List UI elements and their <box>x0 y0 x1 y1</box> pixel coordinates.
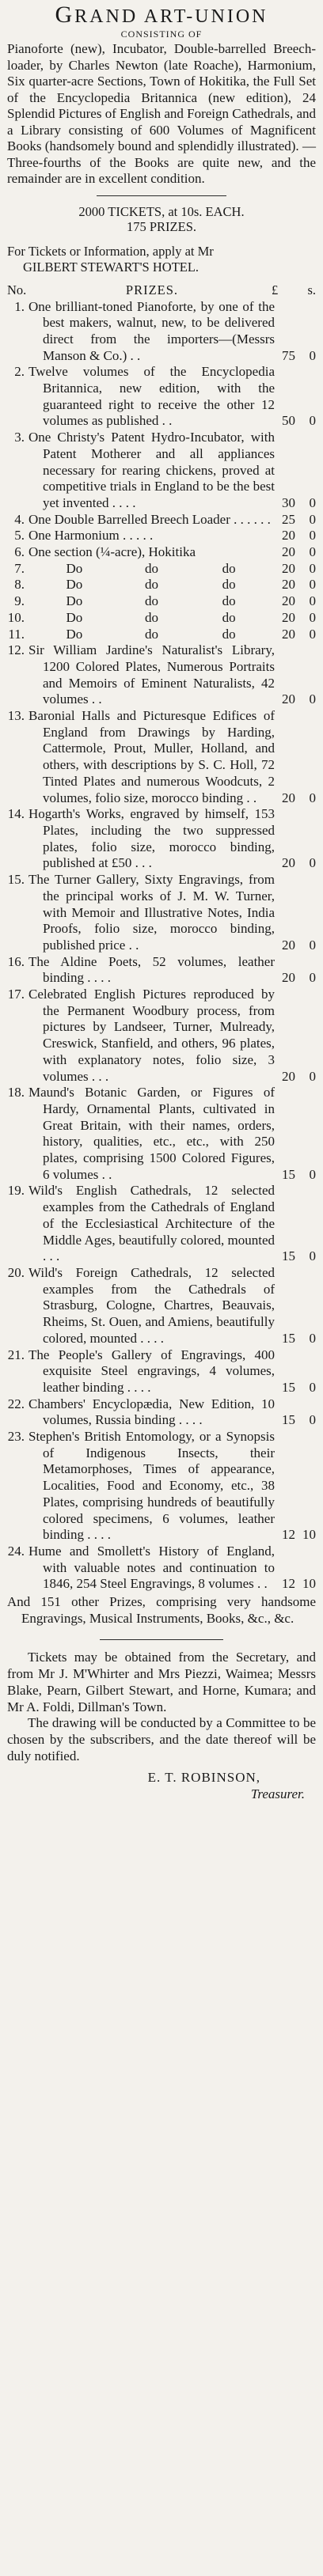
prize-shillings: 0 <box>309 560 316 576</box>
ditto-mark: do <box>222 577 236 593</box>
prize-shillings: 0 <box>309 609 316 625</box>
prize-row <box>7 708 316 806</box>
prize-pounds: 12 <box>282 1576 295 1592</box>
prize-shillings: 0 <box>309 626 316 642</box>
prize-pounds: 20 <box>282 691 295 707</box>
prize-row <box>7 577 316 593</box>
prize-pounds: 20 <box>282 609 295 625</box>
prize-pounds: 20 <box>282 1068 295 1084</box>
consisting-of: CONSISTING OF <box>120 28 203 40</box>
prize-number: 23. <box>7 1429 25 1445</box>
prize-description: Maund's Botanic Garden, or Figures of Hardy, Ornamental Plants, cultivated in Great Britain, with their names, orders, history, qualities, etc., etc., with 250 plates, comprising 1500 Colored Figures, 6 volumes . . <box>28 1085 275 1182</box>
prize-pounds: 20 <box>282 626 295 642</box>
prize-row <box>7 1396 316 1429</box>
prize-pounds: 15 <box>282 1412 295 1428</box>
ditto-mark: do <box>145 626 158 642</box>
prize-row <box>7 430 316 512</box>
prize-number: 4. <box>14 511 25 527</box>
ditto-mark: Do <box>66 609 83 625</box>
prize-description: Baronial Halls and Picturesque Edifices of England from Drawings by Harding, Cattermole, Prout, Muller, Holland, and others, with descriptions by S. C. Holl, 72 Tinted Plates and numerous Woodcuts, 2 volumes, folio size, morocco binding . . <box>28 708 275 805</box>
ditto-mark: Do <box>66 560 83 576</box>
prize-row <box>7 1347 316 1396</box>
divider <box>100 1639 223 1640</box>
prize-row <box>7 954 316 987</box>
header-shillings: s. <box>307 282 316 297</box>
ditto-mark: do <box>222 626 236 642</box>
tickets-notice: Tickets may be obtained from the Secretary, and from Mr J. M'Whirter and Mrs Piezzi, Waimea; Messrs Blake, Pearn, Gilbert Stewart, and Horne, Kumara; and Mr A. Foldi, Dillman's Town. <box>7 1650 316 1714</box>
prize-row <box>7 299 316 365</box>
prize-number: 2. <box>14 364 25 380</box>
ditto-mark: do <box>145 577 158 593</box>
prize-number: 7. <box>14 560 25 576</box>
ditto-mark: do <box>145 593 158 609</box>
prize-list-continued <box>7 642 316 1593</box>
prize-number: 18. <box>7 1085 25 1100</box>
prize-pounds: 20 <box>282 528 295 544</box>
header-pounds: £ <box>272 282 279 297</box>
prize-description: One section (¼-acre), Hokitika <box>28 544 196 560</box>
prize-shillings: 0 <box>309 413 316 429</box>
prize-row <box>7 1183 316 1265</box>
prize-shillings: 0 <box>309 1068 316 1084</box>
tickets-block <box>7 204 316 234</box>
prize-shillings: 0 <box>309 937 316 953</box>
headline-initial: G <box>55 2 75 28</box>
ditto-mark: Do <box>66 593 83 609</box>
prize-description: Sir William Jardine's Naturalist's Library, 1200 Colored Plates, Numerous Portraits and Memoirs of Eminent Naturalists, 42 volumes . . <box>28 642 275 707</box>
prize-row <box>7 593 316 610</box>
prize-description: Chambers' Encyclopædia, New Edition, 10 volumes, Russia binding . . . . <box>28 1396 275 1428</box>
prize-row <box>7 806 316 872</box>
prize-number: 3. <box>14 430 25 445</box>
prize-shillings: 0 <box>309 855 316 871</box>
prize-description <box>28 577 275 593</box>
prize-pounds: 50 <box>282 413 295 429</box>
prize-list <box>7 299 316 561</box>
prize-number: 11. <box>8 626 25 642</box>
header-amount <box>272 282 316 299</box>
prize-pounds: 12 <box>282 1527 295 1543</box>
intro-paragraph: Pianoforte (new), Incubator, Double-barrelled Breech-loader, by Charles Newton (late Roache), Harmonium, Six quarter-acre Sections, Town of Hokitika, the Full Set of the Encyclopedia Britannica (new edition), 24 Splendid Pictures of English and Foreign Cathedrals, and a Library consisting of 600 Volumes of Magnificent Books (handsomely bound and splendidly illustrated). — Three-fourths of the Books are quite new, and the remainder are in excellent condition. <box>7 41 316 186</box>
prize-description: One Harmonium . . . . . <box>28 528 154 544</box>
ditto-mark: do <box>145 560 158 576</box>
prize-pounds: 15 <box>282 1379 295 1395</box>
prize-number: 8. <box>14 577 25 593</box>
prize-pounds: 20 <box>282 544 295 560</box>
apply-info <box>7 244 316 275</box>
prize-number: 19. <box>7 1183 25 1199</box>
prize-number: 21. <box>7 1347 25 1362</box>
prize-description: Celebrated English Pictures reproduced by the Permanent Woodbury process, from pictures by Landseer, Turner, Mulready, Creswick, Stanfield, and others, 96 plates, with explanatory notes, folio size, 3 volumes . . . <box>28 987 275 1084</box>
prize-description: The Aldine Poets, 52 volumes, leather binding . . . . <box>28 953 275 986</box>
prize-pounds: 20 <box>282 593 295 609</box>
signature-role: Treasurer. <box>250 1786 305 1802</box>
divider <box>97 195 226 196</box>
prize-number: 14. <box>7 806 25 822</box>
header-no: No. <box>7 282 27 297</box>
ditto-list <box>7 561 316 643</box>
prize-pounds: 20 <box>282 560 295 576</box>
ditto-mark: do <box>222 609 236 625</box>
prize-number: 24. <box>7 1543 25 1559</box>
prize-row <box>7 561 316 578</box>
prize-row <box>7 610 316 627</box>
prize-shillings: 10 <box>302 1576 316 1592</box>
drawing-notice: The drawing will be conducted by a Committee to be chosen by the subscribers, and the date thereof will be duly notified. <box>7 1715 316 1763</box>
prize-row <box>7 528 316 544</box>
prize-shillings: 0 <box>309 1166 316 1182</box>
prize-row <box>7 627 316 643</box>
prize-row <box>7 642 316 708</box>
prize-description: One Double Barrelled Breech Loader . . . . . . <box>28 511 271 527</box>
prize-number: 13. <box>7 708 25 724</box>
prize-pounds: 30 <box>282 494 295 510</box>
prize-pounds: 15 <box>282 1248 295 1264</box>
prize-pounds: 20 <box>282 790 295 805</box>
prize-shillings: 10 <box>302 1527 316 1543</box>
prize-pounds: 25 <box>282 511 295 527</box>
prize-row <box>7 512 316 528</box>
headline <box>7 2 316 28</box>
prize-description <box>28 610 275 627</box>
prize-description: Stephen's British Entomology, or a Synopsis of Indigenous Insects, their Metamorphoses, Times of appearance, Localities, Food and Economy, etc., 38 Plates, comprising hundreds of beautifully colored specimens, 6 volumes, leather binding . . . . <box>28 1429 275 1543</box>
header-title: PRIZES. <box>125 282 179 297</box>
headline-rest: RAND ART-UNION <box>74 6 268 27</box>
prize-description: The People's Gallery of Engravings, 400 exquisite Steel engravings, 4 volumes, leather binding . . . . <box>28 1347 275 1395</box>
ditto-mark: do <box>222 560 236 576</box>
prize-description: Hume and Smollett's History of England, with valuable notes and continuation to 1846, 254 Steel Engravings, 8 volumes . . <box>28 1543 275 1592</box>
prize-row <box>7 872 316 954</box>
ditto-mark: Do <box>66 626 83 642</box>
prize-number: 5. <box>14 528 25 544</box>
prize-number: 6. <box>14 544 25 560</box>
prize-shillings: 0 <box>309 1248 316 1264</box>
prize-row <box>7 1265 316 1347</box>
tickets-price: 2000 TICKETS, at 10s. EACH. <box>78 203 245 219</box>
prize-shillings: 0 <box>309 1330 316 1346</box>
prize-number: 16. <box>7 953 25 969</box>
prize-shillings: 0 <box>309 1412 316 1428</box>
apply-line-2: GILBERT STEWART'S HOTEL. <box>23 259 200 275</box>
prize-number: 20. <box>7 1264 25 1280</box>
prize-description: Hogarth's Works, engraved by himself, 153 Plates, including the two suppressed plates, folio size, morocco binding, published at £50 . . . <box>28 806 275 871</box>
prize-shillings: 0 <box>309 691 316 707</box>
prize-pounds: 20 <box>282 970 295 986</box>
prize-description: One Christy's Patent Hydro-Incubator, with Patent Motherer and all appliances necessary for rearing chickens, proved at competitive trials in England to be the best yet invented . . . . <box>28 430 275 510</box>
prize-description: One brilliant-toned Pianoforte, by one of the best makers, walnut, new, to be delivered direct from the importers—(Messrs Manson & Co.) . . <box>28 298 275 363</box>
prize-shillings: 0 <box>309 790 316 805</box>
prize-number: 15. <box>7 872 25 888</box>
prize-shillings: 0 <box>309 544 316 560</box>
prize-shillings: 0 <box>309 1379 316 1395</box>
prize-pounds: 20 <box>282 937 295 953</box>
prize-number: 9. <box>14 593 25 609</box>
prize-row <box>7 364 316 430</box>
prize-shillings: 0 <box>309 577 316 593</box>
prize-row <box>7 1085 316 1183</box>
prizes-header <box>7 282 316 299</box>
ditto-mark: do <box>145 609 158 625</box>
prize-pounds: 15 <box>282 1166 295 1182</box>
prize-number: 1. <box>14 298 25 314</box>
prize-number: 17. <box>7 987 25 1002</box>
prize-number: 12. <box>7 642 25 658</box>
prize-description: Twelve volumes of the Encyclopedia Britannica, new edition, with the guaranteed right to receive the other 12 volumes as published . . <box>28 364 275 429</box>
prize-row <box>7 987 316 1085</box>
prize-number: 22. <box>7 1396 25 1411</box>
prize-description: Wild's Foreign Cathedrals, 12 selected examples from the Cathedrals of Strasburg, Cologne, Chartres, Beauvais, Rheims, St. Ouen, and Amiens, beautifully colored, mounted . . . . <box>28 1264 275 1346</box>
prize-pounds: 20 <box>282 855 295 871</box>
prize-shillings: 0 <box>309 528 316 544</box>
prize-shillings: 0 <box>309 494 316 510</box>
prize-description <box>28 627 275 643</box>
prize-shillings: 0 <box>309 593 316 609</box>
ditto-mark: Do <box>66 577 83 593</box>
prize-number: 10. <box>7 609 25 625</box>
signature-name: E. T. ROBINSON, <box>147 1770 260 1786</box>
prize-pounds: 15 <box>282 1330 295 1346</box>
prize-description <box>28 561 275 578</box>
ditto-mark: do <box>222 593 236 609</box>
other-prizes: And 151 other Prizes, comprising very handsome Engravings, Musical Instruments, Books, &c., &c. <box>7 1594 316 1626</box>
apply-line-1: For Tickets or Information, apply at Mr <box>7 243 214 259</box>
prize-pounds: 20 <box>282 577 295 593</box>
prize-row <box>7 1544 316 1593</box>
prize-pounds: 75 <box>282 347 295 363</box>
prize-row <box>7 544 316 561</box>
prize-shillings: 0 <box>309 347 316 363</box>
prize-description <box>28 593 275 610</box>
prize-description: Wild's English Cathedrals, 12 selected examples from the Cathedrals of England of the Ecclesiastical Architecture of the Middle Ages, beautifully colored, mounted . . . <box>28 1183 275 1264</box>
prize-row <box>7 1429 316 1544</box>
prize-description: The Turner Gallery, Sixty Engravings, from the principal works of J. M. W. Turner, with Memoir and Illustrative Notes, India Proofs, folio size, morocco binding, published price . . <box>28 872 275 953</box>
prize-shillings: 0 <box>309 511 316 527</box>
prize-count: 175 PRIZES. <box>126 218 196 234</box>
prize-shillings: 0 <box>309 970 316 986</box>
